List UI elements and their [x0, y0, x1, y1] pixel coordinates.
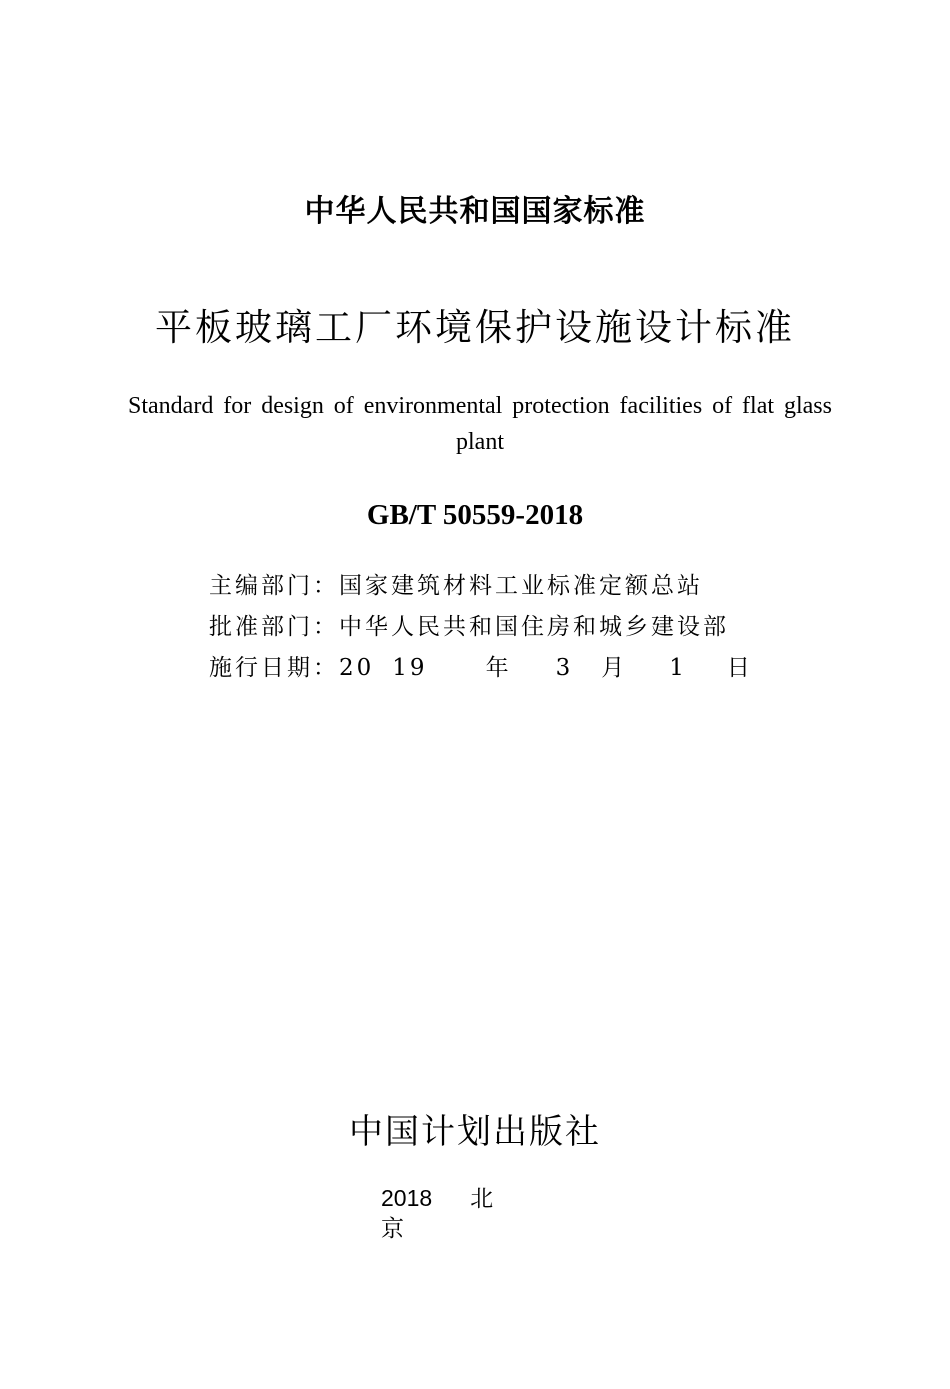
month-unit: 月 — [601, 655, 628, 681]
editor-department-label: 主编部门： — [209, 573, 339, 599]
editor-department-value: 国家建筑材料工业标准定额总站 — [339, 573, 703, 599]
approver-department-label: 批准部门： — [209, 614, 339, 640]
effective-date-line — [209, 653, 753, 683]
effective-month: 3 — [555, 655, 574, 681]
publication-place — [381, 1183, 521, 1243]
approver-department-line — [209, 612, 729, 642]
year-unit: 年 — [485, 655, 512, 681]
day-unit: 日 — [726, 655, 753, 681]
effective-year-part-2: 19 — [392, 655, 428, 681]
standard-number: GB/T 50559-2018 — [366, 499, 584, 531]
effective-day: 1 — [669, 655, 687, 681]
effective-date-label: 施行日期： — [209, 655, 339, 681]
publisher-name: 中国计划出版社 — [349, 1112, 601, 1152]
english-title: Standard for design of environmental protection facilities of flat glass plant — [128, 393, 832, 455]
chinese-title: 平板玻璃工厂环境保护设施设计标准 — [155, 306, 795, 349]
editor-department-line — [209, 571, 703, 601]
publication-city-part-1: 北 — [470, 1185, 494, 1211]
effective-year-part-1: 20 — [339, 655, 375, 681]
publication-city-part-2: 京 — [381, 1215, 404, 1241]
publication-year: 2018 — [381, 1185, 433, 1211]
approver-department-value: 中华人民共和国住房和城乡建设部 — [339, 614, 729, 640]
national-standard-heading: 中华人民共和国国家标准 — [304, 194, 646, 229]
